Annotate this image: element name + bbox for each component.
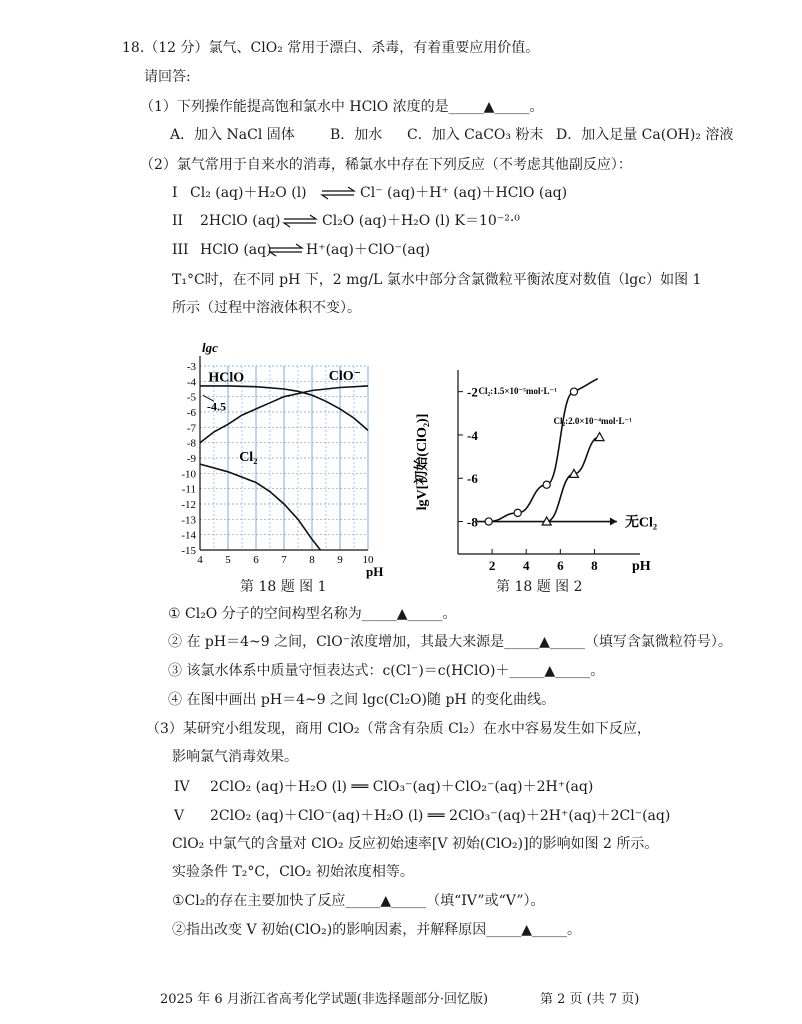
x-tick-label: 6 (253, 554, 259, 566)
q3-intro-1: （3）某研究小组发现，商用 ClO₂（常含有杂质 Cl₂）在水中容易发生如下反应， (146, 721, 651, 737)
y-tick-label: -10 (181, 468, 196, 481)
y-tick-label: -8 (467, 514, 478, 530)
figure-2-caption: 第 18 题 图 2 (496, 579, 583, 595)
y-tick-label: -14 (181, 529, 196, 542)
reaction-ii-right: Cl₂O (aq)＋H₂O (l) K＝10⁻²·⁰ (322, 213, 520, 229)
y-tick-label: -12 (181, 499, 196, 511)
data-point-circle (543, 481, 550, 488)
figure-1-chart (168, 338, 384, 580)
sub-question-2: ② 在 pH＝4~9 之间，ClO⁻浓度增加，其最大来源是_____▲_____（填写含氯微粒符号）。 (168, 634, 732, 650)
y-tick-label: -7 (186, 422, 196, 435)
series-label-2: Cl₂ (239, 450, 258, 466)
reaction-i-right: Cl⁻ (aq)＋H⁺ (aq)＋HClO (aq) (360, 185, 568, 201)
x-tick-label: 7 (281, 554, 287, 566)
annotation-label: -4.5 (207, 399, 226, 414)
question-header: 18.（12 分）氯气、ClO₂ 常用于漂白、杀毒，有着重要应用价值。 (122, 40, 540, 56)
x-axis-label: pH (632, 559, 651, 574)
y-tick-label: -6 (186, 407, 196, 419)
y-tick-label: -5 (186, 391, 196, 404)
prompt-text: 请回答: (144, 69, 191, 85)
q1-option-d: D．加入足量 Ca(OH)₂ 溶液 (556, 127, 734, 143)
x-tick-label: 6 (557, 558, 564, 573)
series-label-1: Cl₂:2.0×10⁻⁴mol·L⁻¹ (553, 416, 632, 427)
sub-question-1: ① Cl₂O 分子的空间构型名称为_____▲_____。 (168, 606, 457, 622)
figure-2-chart (410, 362, 675, 577)
equilibrium-arrow-icon (282, 214, 318, 228)
reaction-iii-left: HClO (aq) (200, 242, 272, 258)
q3-desc-1: ClO₂ 中氯气的含量对 ClO₂ 反应初始速率[V 初始(ClO₂)]的影响如图 2 所示。 (172, 836, 659, 852)
q3-desc-2: 实验条件 T₂°C，ClO₂ 初始浓度相等。 (172, 864, 414, 880)
x-tick-label: 5 (225, 554, 231, 566)
series-line-1 (547, 437, 600, 521)
arrow-icon (610, 518, 617, 526)
series-label-1: ClO⁻ (328, 368, 362, 384)
q3-sub-2: ②指出改变 V 初始(ClO₂)的影响因素，并解释原因_____▲_____。 (172, 922, 581, 938)
x-tick-label: 4 (197, 554, 203, 566)
y-tick-label: -15 (181, 545, 196, 557)
reaction-v-num: V (174, 808, 185, 824)
sub-question-4: ④ 在图中画出 pH＝4~9 之间 lgc(Cl₂O)随 pH 的变化曲线。 (168, 692, 556, 708)
data-point-circle (570, 388, 577, 395)
figure-1-caption: 第 18 题 图 1 (240, 579, 327, 595)
series-line-2 (200, 464, 320, 550)
footer-page: 第 2 页 (共 7 页) (540, 992, 640, 1007)
x-tick-label: 2 (488, 558, 496, 573)
reaction-v-eq: 2ClO₂ (aq)＋ClO⁻(aq)＋H₂O (l) ══ 2ClO₃⁻(aq)＋2H⁺(aq)＋2Cl⁻(aq) (210, 808, 671, 824)
x-tick-label: 8 (309, 554, 315, 566)
y-tick-label: -4 (467, 427, 478, 443)
y-tick-label: -6 (467, 471, 478, 487)
series-label-0: HClO (208, 370, 245, 386)
y-tick-label: -13 (181, 514, 196, 527)
series-label-2: 无Cl₂ (624, 515, 658, 531)
q1-text: （1）下列操作能提高饱和氯水中 HClO 浓度的是_____▲_____。 (140, 99, 544, 115)
reaction-iii-right: H⁺(aq)＋ClO⁻(aq) (306, 242, 431, 258)
q2-desc-2: 所示（过程中溶液体积不变）。 (172, 300, 361, 316)
x-tick-label: 10 (362, 554, 374, 566)
series-label-0: Cl₂:1.5×10⁻⁵mol·L⁻¹ (478, 385, 557, 396)
x-tick-label: 8 (591, 558, 598, 573)
data-point-circle (514, 509, 521, 516)
data-point-circle (485, 518, 492, 525)
reaction-iii-num: III (172, 242, 189, 258)
q2-desc-1: T₁°C时，在不同 pH 下，2 mg/L 氯水中部分含氯微粒平衡浓度对数值（lgc）如图 1 (172, 272, 702, 288)
x-tick-label: 9 (337, 554, 343, 566)
series-line-0 (489, 379, 598, 522)
y-tick-label: -3 (186, 361, 196, 373)
q1-option-c: C．加入 CaCO₃ 粉末 (407, 127, 544, 143)
reaction-ii-num: II (172, 213, 184, 229)
equilibrium-arrow-icon (320, 186, 356, 200)
y-axis-label: lgc (202, 340, 218, 355)
y-tick-label: -4 (186, 376, 196, 389)
y-tick-label: -9 (186, 453, 196, 465)
reaction-iv-num: IV (174, 779, 190, 795)
x-tick-label: 4 (522, 558, 530, 573)
sub-question-3: ③ 该氯水体系中质量守恒表达式：c(Cl⁻)＝c(HClO)＋_____▲_____。 (168, 663, 605, 679)
reaction-i-left: Cl₂ (aq)＋H₂O (l) (190, 185, 307, 201)
data-point-triangle (595, 433, 604, 441)
q3-intro-2: 影响氯气消毒效果。 (172, 749, 298, 765)
reaction-ii-left: 2HClO (aq) (200, 213, 281, 229)
y-tick-label: -11 (181, 483, 196, 496)
reaction-iv-eq: 2ClO₂ (aq)＋H₂O (l) ══ ClO₃⁻(aq)＋ClO₂⁻(aq)＋2H⁺(aq) (210, 779, 594, 795)
q1-option-b: B．加水 (330, 127, 383, 143)
reaction-i-num: I (172, 185, 178, 201)
y-tick-label: -8 (186, 437, 196, 450)
equilibrium-arrow-icon (268, 243, 304, 257)
q2-intro: （2）氯气常用于自来水的消毒，稀氯水中存在下列反应（不考虑其他副反应）： (140, 157, 632, 173)
x-axis-label: pH (366, 564, 384, 579)
y-axis-label: lgV[初始(ClO₂)] (415, 413, 430, 511)
q1-option-a: A．加入 NaCl 固体 (170, 127, 295, 143)
q3-sub-1: ①Cl₂的存在主要加快了反应_____▲_____（填“IV”或“V”）。 (172, 893, 545, 909)
footer-title: 2025 年 6 月浙江省高考化学试题(非选择题部分·回忆版) (160, 992, 489, 1007)
y-tick-label: -2 (467, 384, 478, 400)
